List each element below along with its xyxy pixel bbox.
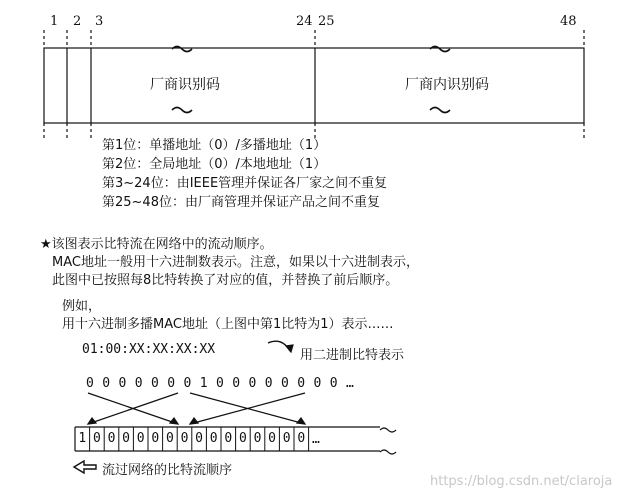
mac-frame-box xyxy=(44,48,584,123)
bit-cell: 0 xyxy=(209,431,218,446)
bit-cell: 0 xyxy=(224,431,233,446)
bit-cell: 0 xyxy=(151,431,160,446)
bit-description-4: 第25~48位：由厂商管理并保证产品之间不重复 xyxy=(102,195,380,210)
field-vendor-id: 厂商识别码 xyxy=(150,77,220,93)
bit-number-1: 1 xyxy=(50,14,59,29)
bit-cell: 0 xyxy=(122,431,130,446)
bit-description-1: 第1位：单播地址（0）/多播地址（1） xyxy=(102,138,327,153)
watermark: https://blog.csdn.net/claroja xyxy=(430,474,613,489)
binary-label: 用二进制比特表示 xyxy=(300,348,405,363)
bit-cell: 0 xyxy=(268,431,276,446)
bit-cell: 0 xyxy=(238,431,247,446)
bit-description-2: 第2位：全局地址（0）/本地地址（1） xyxy=(102,157,327,172)
bit-cell: 0 xyxy=(253,431,262,446)
bit-cell: 0 xyxy=(282,431,291,446)
field-vendor-internal: 厂商内识别码 xyxy=(405,77,489,93)
bit-number-25: 25 xyxy=(318,14,335,29)
bit-cell: 0 xyxy=(92,431,101,446)
hex-mac-address: 01:00:XX:XX:XX:XX xyxy=(82,342,216,357)
note-line-1: ★该图表示比特流在网络中的流动顺序。 xyxy=(40,237,273,252)
bit-number-24: 24 xyxy=(296,14,313,29)
bit-number-2: 2 xyxy=(73,14,82,29)
top-bit-sequence: 0 0 0 0 0 0 0 1 0 0 0 0 0 0 0 0 … xyxy=(86,376,355,391)
note-line-2: MAC地址一般用十六进制数表示。注意，如果以十六进制表示， xyxy=(52,255,419,270)
bit-number-3: 3 xyxy=(95,14,104,29)
bit-descriptions xyxy=(102,136,387,212)
bit-cell: 0 xyxy=(136,431,145,446)
note-line-3: 此图中已按照每8比特转换了对应的值，并替换了前后顺序。 xyxy=(52,273,399,288)
bit-cell: 0 xyxy=(165,431,174,446)
bit-number-48: 48 xyxy=(560,14,577,29)
flow-direction-label: 流过网络的比特流顺序 xyxy=(102,463,233,478)
bit-cell: 1 xyxy=(78,431,87,446)
bit-ellipsis: … xyxy=(312,432,320,447)
bit-description-3: 第3~24位：由IEEE管理并保证各厂家之间不重复 xyxy=(102,176,388,191)
bit-cell: 0 xyxy=(180,431,189,446)
bit-cell: 0 xyxy=(107,431,116,446)
bit-cell: 0 xyxy=(195,431,203,446)
bit-cell: 0 xyxy=(297,431,306,446)
example-desc: 用十六进制多播MAC地址（上图中第1比特为1）表示…… xyxy=(62,317,394,332)
example-title: 例如， xyxy=(62,299,102,314)
